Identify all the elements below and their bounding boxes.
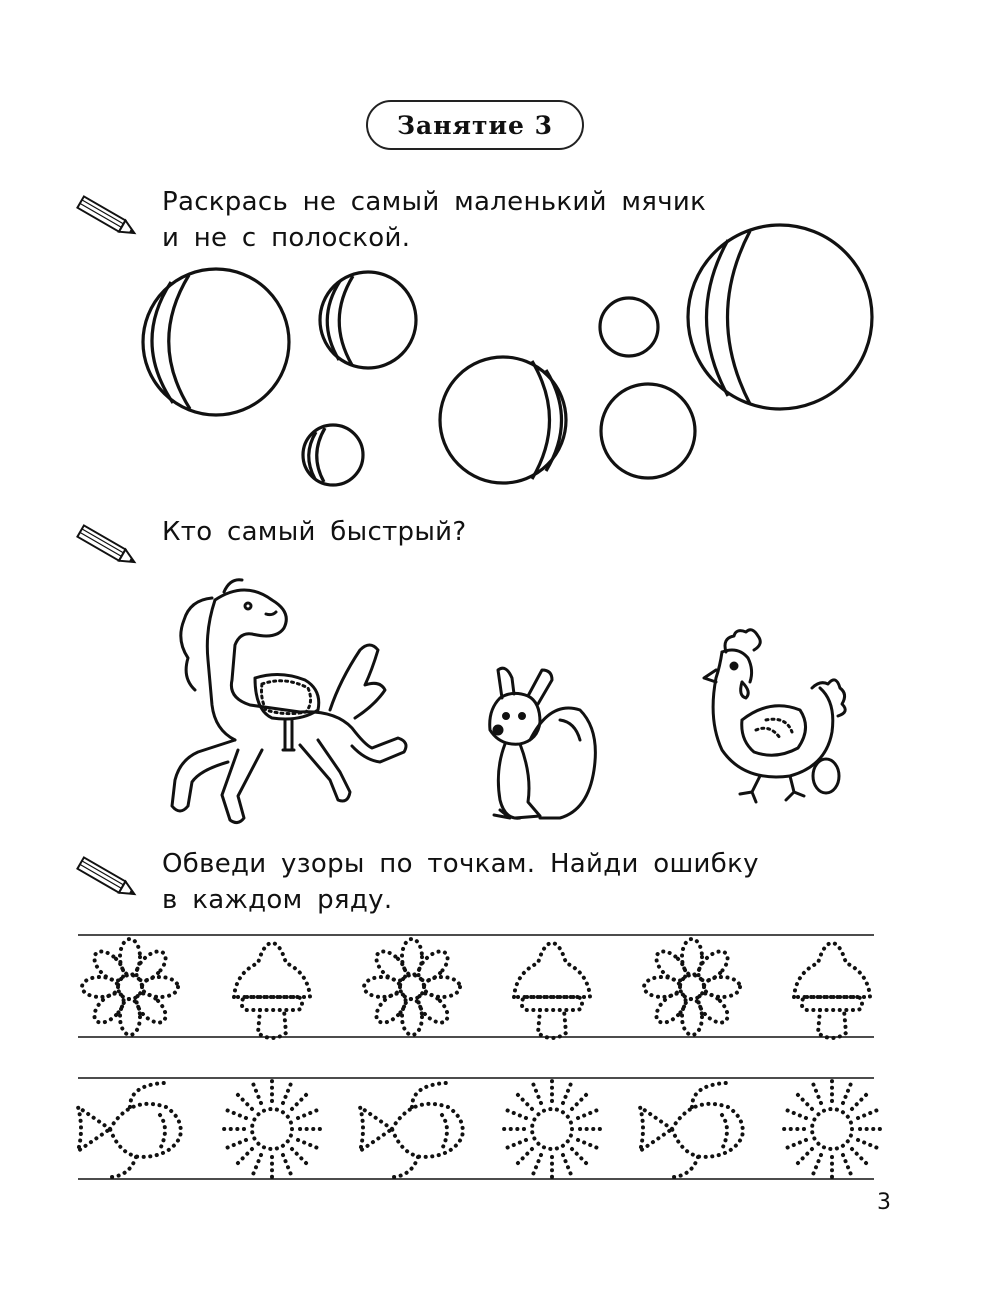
fish-pattern — [78, 1083, 181, 1177]
task-1-line-2: и не с полоской. — [162, 223, 411, 253]
ball-6 — [601, 384, 695, 478]
fish-pattern — [360, 1083, 463, 1177]
squirrel-illustration — [490, 668, 596, 818]
task-3-line-2: в каждом ряду. — [162, 885, 393, 915]
mushroom-pattern — [794, 943, 870, 1038]
ball-3 — [303, 425, 363, 485]
flower-pattern — [82, 939, 178, 1035]
sun-pattern — [500, 1077, 604, 1181]
sun-pattern — [220, 1077, 324, 1181]
animals-illustration — [0, 570, 987, 840]
lesson-title: Занятие 3 — [396, 110, 554, 140]
pencil-icon — [74, 854, 144, 906]
task-3-text — [162, 846, 759, 918]
dotted-patterns — [0, 925, 987, 1190]
hen-illustration — [704, 630, 845, 802]
ball-4 — [440, 357, 566, 483]
task-3-line-1: Обведи узоры по точкам. Найди ошибку — [162, 849, 759, 879]
task-1-line-1: Раскрась не самый маленький мячик — [162, 187, 707, 217]
task-2-line-1: Кто самый быстрый? — [162, 517, 467, 547]
ball-1 — [143, 269, 289, 415]
mushroom-pattern — [514, 943, 590, 1038]
pencil-icon — [74, 522, 144, 574]
sun-pattern — [780, 1077, 884, 1181]
balls-illustration — [0, 0, 987, 520]
ball-7 — [688, 225, 872, 409]
flower-pattern — [364, 939, 460, 1035]
flower-pattern — [644, 939, 740, 1035]
fish-pattern — [640, 1083, 743, 1177]
ball-5 — [600, 298, 658, 356]
horse-illustration — [172, 580, 406, 823]
page-number: 3 — [877, 1190, 891, 1215]
task-2-text — [162, 514, 466, 550]
ball-2 — [320, 272, 416, 368]
mushroom-pattern — [234, 943, 310, 1038]
